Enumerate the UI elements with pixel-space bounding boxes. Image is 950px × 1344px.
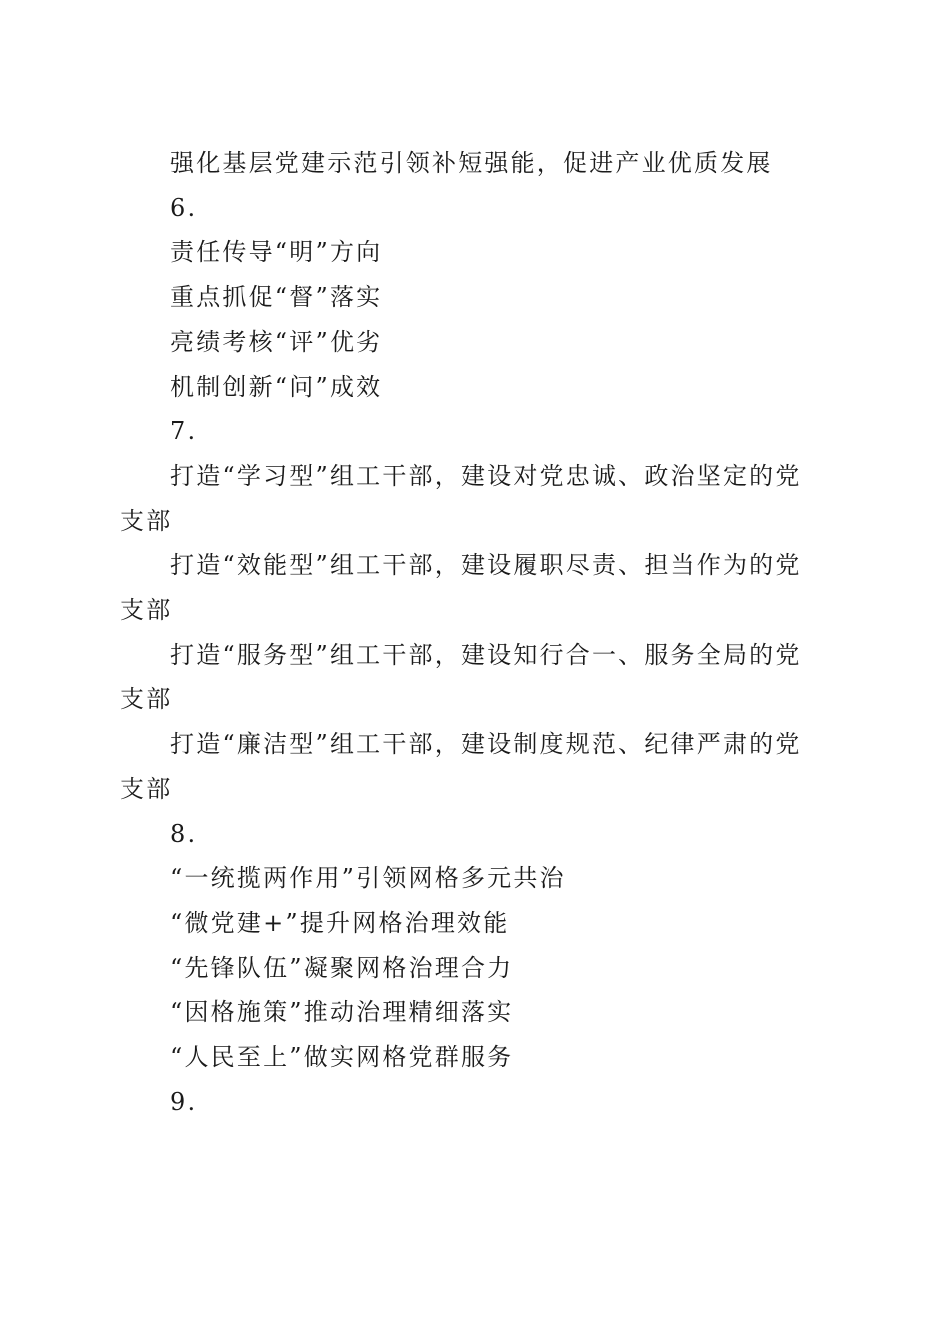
section-number: 6. <box>170 193 198 222</box>
paragraph-first-line: 打造“廉洁型”组工干部，建设制度规范、纪律严肃的党 <box>170 730 802 759</box>
section-number: 9. <box>170 1087 198 1116</box>
text-line: “微党建+”提升网格治理效能 <box>170 908 510 937</box>
text-line: “先锋队伍”凝聚网格治理合力 <box>170 953 514 982</box>
text-line: 责任传导“明”方向 <box>170 238 383 267</box>
paragraph-continuation: 支部 <box>120 774 173 803</box>
paragraph <box>120 454 825 543</box>
text-line: 强化基层党建示范引领补短强能，促进产业优质发展 <box>170 149 773 177</box>
section-number: 7. <box>170 417 198 446</box>
paragraph-continuation: 支部 <box>120 685 173 714</box>
paragraph-continuation: 支部 <box>120 506 173 535</box>
paragraph <box>120 722 825 811</box>
document-body <box>120 141 825 1124</box>
text-line: 重点抓促“督”落实 <box>170 283 383 312</box>
paragraph-first-line: 打造“服务型”组工干部，建设知行合一、服务全局的党 <box>170 640 802 669</box>
text-line: “因格施策”推动治理精细落实 <box>170 998 514 1027</box>
text-line: 亮绩考核“评”优劣 <box>170 327 383 356</box>
paragraph-continuation: 支部 <box>120 596 173 625</box>
text-line: 机制创新“问”成效 <box>170 372 383 401</box>
paragraph <box>120 543 825 632</box>
text-line: “一统揽两作用”引领网格多元共治 <box>170 864 566 893</box>
text-line: “人民至上”做实网格党群服务 <box>170 1043 514 1072</box>
paragraph-first-line: 打造“效能型”组工干部，建设履职尽责、担当作为的党 <box>170 551 802 580</box>
section-number: 8. <box>170 819 198 848</box>
paragraph <box>120 633 825 722</box>
paragraph-first-line: 打造“学习型”组工干部，建设对党忠诚、政治坚定的党 <box>170 461 802 490</box>
